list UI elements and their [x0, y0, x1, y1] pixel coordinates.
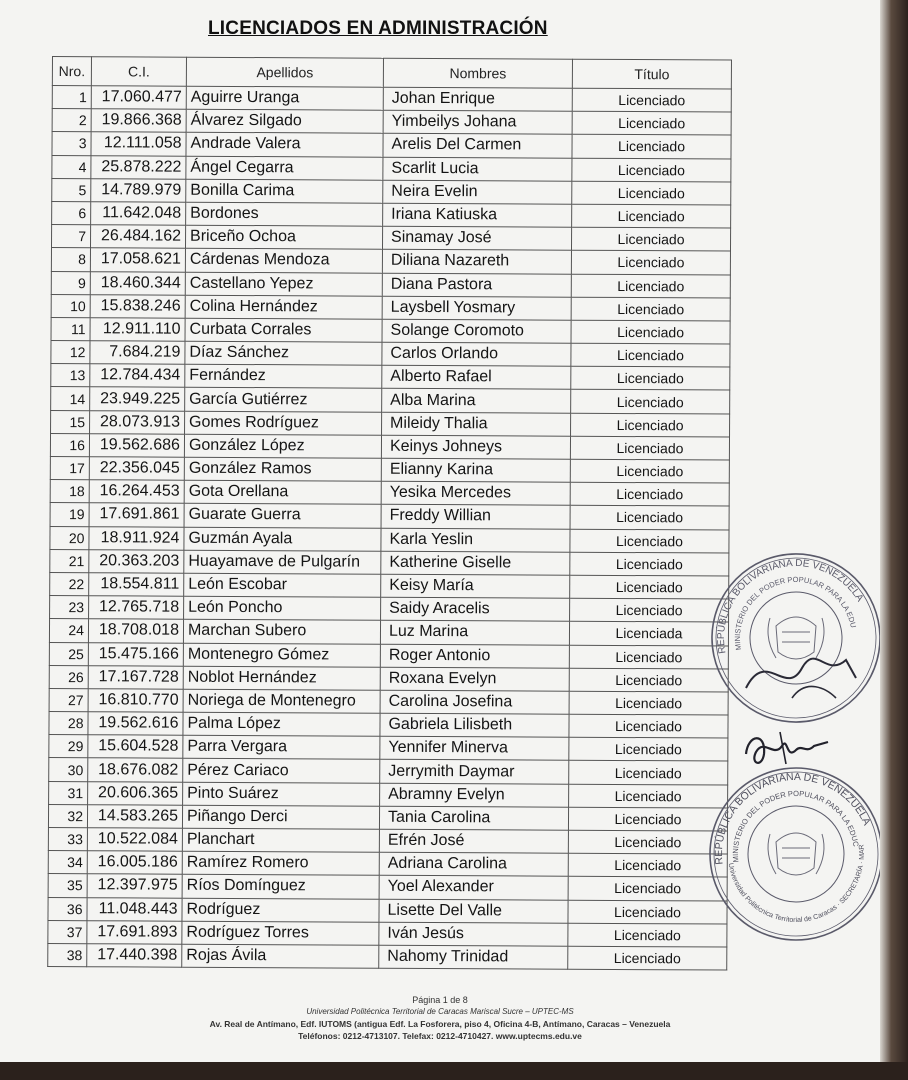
cell-ci: 19.866.368 — [91, 109, 186, 133]
cell-titulo: Licenciado — [568, 946, 727, 970]
table-row — [48, 943, 727, 970]
cell-apellidos: Curbata Corrales — [185, 318, 382, 342]
table-row — [51, 364, 730, 391]
cell-titulo: Licenciado — [568, 853, 727, 877]
cell-nro: 31 — [49, 781, 88, 804]
cell-nombres: Roger Antonio — [380, 644, 569, 668]
table-row — [51, 294, 730, 321]
cell-apellidos: León Poncho — [184, 596, 381, 620]
official-seal-upper — [706, 548, 886, 728]
cell-titulo: Licenciado — [568, 900, 727, 924]
cell-ci: 12.765.718 — [89, 596, 184, 620]
footer-contact: Teléfonos: 0212-4713107. Telefax: 0212-4710427. www.uptecms.edu.ve — [298, 1031, 582, 1041]
cell-nombres: Yoel Alexander — [379, 876, 568, 900]
table-row — [52, 132, 731, 159]
header-nombres: Nombres — [383, 58, 572, 88]
cell-apellidos: Rodríguez Torres — [182, 921, 379, 945]
svg-text:MINISTERIO DEL PODER POPULAR P: MINISTERIO DEL PODER POPULAR PARA LA EDUCACIÓN — [730, 788, 861, 863]
cell-ci: 15.475.166 — [88, 642, 183, 666]
cell-ci: 14.583.265 — [87, 805, 182, 829]
cell-nro: 17 — [50, 456, 89, 479]
cell-ci: 28.073.913 — [90, 410, 185, 434]
cell-apellidos: Díaz Sánchez — [185, 341, 382, 365]
cell-nombres: Solange Coromoto — [382, 319, 571, 343]
cell-titulo: Licenciado — [569, 737, 728, 761]
cell-apellidos: Noriega de Montenegro — [183, 689, 380, 713]
cell-nro: 13 — [51, 364, 90, 387]
cell-nombres: Lisette Del Valle — [379, 899, 568, 923]
cell-apellidos: Palma López — [183, 712, 380, 736]
cell-ci: 12.397.975 — [87, 874, 182, 898]
cell-titulo: Licenciado — [572, 204, 731, 228]
cell-ci: 15.838.246 — [90, 294, 185, 318]
background-edge-bottom — [0, 1062, 908, 1080]
cell-ci: 22.356.045 — [89, 457, 184, 481]
cell-titulo: Licenciado — [569, 691, 728, 715]
cell-ci: 16.810.770 — [88, 689, 183, 713]
cell-nro: 15 — [51, 410, 90, 433]
header-nro: Nro. — [52, 57, 91, 86]
cell-nombres: Karla Yeslin — [381, 528, 570, 552]
cell-apellidos: Marchan Subero — [183, 620, 380, 644]
cell-titulo: Licenciado — [572, 181, 731, 205]
cell-nro: 38 — [48, 943, 87, 966]
cell-nro: 11 — [51, 317, 90, 340]
svg-text:Universidad Politécnica Territ: Universidad Politécnica Territorial de Caracas · SECRETARÍA · MARISCAL — [726, 844, 867, 925]
footer-address: Av. Real de Antímano, Edf. IUTOMS (antigua Edf. La Fosforera, piso 4, Oficina 4-B, Antímano, Caracas – Venezuela — [209, 1019, 671, 1029]
table-row — [52, 109, 731, 136]
cell-nro: 9 — [51, 271, 90, 294]
cell-ci: 7.684.219 — [90, 341, 185, 365]
cell-nro: 5 — [52, 178, 91, 201]
cell-nombres: Arelis Del Carmen — [383, 134, 572, 158]
cell-nombres: Gabriela Lilisbeth — [380, 713, 569, 737]
cell-nombres: Katherine Giselle — [381, 551, 570, 575]
cell-ci: 17.691.861 — [89, 503, 184, 527]
cell-ci: 18.708.018 — [88, 619, 183, 643]
cell-titulo: Licenciado — [568, 807, 727, 831]
cell-ci: 10.522.084 — [87, 828, 182, 852]
cell-apellidos: Andrade Valera — [186, 133, 383, 157]
page-footer — [180, 994, 700, 1042]
cell-ci: 17.691.893 — [87, 920, 182, 944]
background-edge — [880, 0, 908, 1080]
cell-ci: 17.058.621 — [90, 248, 185, 272]
cell-apellidos: Rodríguez — [182, 898, 379, 922]
cell-nombres: Alberto Rafael — [382, 365, 571, 389]
cell-nombres: Freddy Willian — [381, 505, 570, 529]
graduates-table — [47, 56, 732, 971]
cell-apellidos: Bordones — [186, 202, 383, 226]
svg-text:MINISTERIO DEL PODER POPULAR P: MINISTERIO DEL PODER POPULAR PARA LA EDUCACIÓN — [732, 574, 859, 651]
cell-apellidos: Piñango Derci — [182, 805, 379, 829]
cell-titulo: Licenciado — [572, 88, 731, 112]
cell-titulo: Licenciado — [570, 506, 729, 530]
cell-nombres: Diana Pastora — [382, 273, 571, 297]
cell-ci: 26.484.162 — [90, 225, 185, 249]
cell-nombres: Saidy Aracelis — [381, 597, 570, 621]
cell-ci: 12.111.058 — [91, 132, 186, 156]
cell-nro: 12 — [51, 341, 90, 364]
cell-titulo: Licenciado — [572, 111, 731, 135]
cell-apellidos: García Gutiérrez — [185, 388, 382, 412]
cell-titulo: Licenciado — [571, 274, 730, 298]
cell-nro: 4 — [52, 155, 91, 178]
cell-apellidos: Ramírez Romero — [182, 851, 379, 875]
cell-nro: 7 — [51, 225, 90, 248]
cell-apellidos: Cárdenas Mendoza — [185, 249, 382, 273]
cell-titulo: Licenciado — [570, 482, 729, 506]
cell-ci: 19.562.616 — [88, 712, 183, 736]
cell-nro: 25 — [49, 642, 88, 665]
cell-apellidos: León Escobar — [184, 573, 381, 597]
cell-apellidos: Ríos Domínguez — [182, 875, 379, 899]
cell-nro: 24 — [49, 619, 88, 642]
table-row — [52, 155, 731, 182]
table-row — [51, 271, 730, 298]
cell-ci: 11.642.048 — [91, 202, 186, 226]
cell-apellidos: Ángel Cegarra — [186, 156, 383, 180]
cell-nro: 34 — [48, 851, 87, 874]
table-row — [51, 248, 730, 275]
cell-nombres: Adriana Carolina — [379, 852, 568, 876]
cell-nro: 26 — [49, 665, 88, 688]
cell-titulo: Licenciado — [572, 158, 731, 182]
cell-nro: 28 — [49, 712, 88, 735]
cell-nombres: Carolina Josefina — [380, 690, 569, 714]
table-row — [52, 178, 731, 205]
cell-titulo: Licenciado — [570, 436, 729, 460]
cell-titulo: Licenciado — [569, 761, 728, 785]
cell-titulo: Licenciada — [569, 622, 728, 646]
cell-apellidos: Gota Orellana — [184, 480, 381, 504]
cell-titulo: Licenciado — [571, 251, 730, 275]
cell-apellidos: Parra Vergara — [183, 735, 380, 759]
cell-ci: 17.440.398 — [87, 944, 182, 968]
cell-nro: 16 — [50, 433, 89, 456]
cell-apellidos: Guarate Guerra — [184, 504, 381, 528]
header-ci: C.I. — [91, 57, 186, 86]
cell-nro: 30 — [49, 758, 88, 781]
cell-ci: 15.604.528 — [88, 735, 183, 759]
cell-titulo: Licenciado — [571, 227, 730, 251]
cell-apellidos: Noblot Hernández — [183, 666, 380, 690]
cell-nombres: Keisy María — [381, 574, 570, 598]
cell-titulo: Licenciado — [569, 668, 728, 692]
cell-apellidos: Fernández — [185, 364, 382, 388]
cell-nro: 22 — [50, 572, 89, 595]
cell-apellidos: Planchart — [182, 828, 379, 852]
cell-ci: 18.676.082 — [88, 758, 183, 782]
official-seal-lower — [704, 762, 888, 946]
cell-nro: 36 — [48, 897, 87, 920]
table-row — [52, 86, 731, 113]
cell-nro: 10 — [51, 294, 90, 317]
cell-nombres: Carlos Orlando — [382, 342, 571, 366]
cell-apellidos: Pinto Suárez — [183, 782, 380, 806]
cell-apellidos: Rojas Ávila — [182, 944, 379, 968]
cell-ci: 12.911.110 — [90, 318, 185, 342]
cell-nro: 20 — [50, 526, 89, 549]
cell-titulo: Licenciado — [569, 784, 728, 808]
cell-titulo: Licenciado — [571, 343, 730, 367]
cell-apellidos: Aguirre Uranga — [186, 86, 383, 110]
cell-nro: 3 — [52, 132, 91, 155]
cell-ci: 16.005.186 — [87, 851, 182, 875]
header-apellidos: Apellidos — [186, 57, 383, 87]
cell-ci: 12.784.434 — [90, 364, 185, 388]
table-row — [52, 201, 731, 228]
cell-apellidos: Guzmán Ayala — [184, 527, 381, 551]
cell-nombres: Iriana Katiuska — [383, 203, 572, 227]
cell-nombres: Iván Jesús — [379, 922, 568, 946]
cell-ci: 19.562.686 — [89, 434, 184, 458]
cell-nro: 6 — [52, 201, 91, 224]
cell-titulo: Licenciado — [568, 830, 727, 854]
cell-nombres: Sinamay José — [382, 226, 571, 250]
cell-ci: 18.911.924 — [89, 526, 184, 550]
cell-ci: 17.167.728 — [88, 665, 183, 689]
cell-titulo: Licenciado — [572, 135, 731, 159]
cell-nro: 14 — [51, 387, 90, 410]
cell-titulo: Licenciado — [570, 598, 729, 622]
cell-apellidos: Huayamave de Pulgarín — [184, 550, 381, 574]
cell-nro: 21 — [50, 549, 89, 572]
table-row — [51, 341, 730, 368]
cell-nro: 8 — [51, 248, 90, 271]
cell-ci: 14.789.979 — [91, 178, 186, 202]
header-titulo: Título — [572, 59, 731, 89]
cell-ci: 23.949.225 — [90, 387, 185, 411]
cell-nombres: Efrén José — [379, 829, 568, 853]
cell-nro: 1 — [52, 86, 91, 109]
cell-apellidos: Álvarez Silgado — [186, 109, 383, 133]
cell-titulo: Licenciado — [571, 320, 730, 344]
cell-nombres: Neira Evelin — [383, 180, 572, 204]
cell-apellidos: González López — [184, 434, 381, 458]
cell-ci: 18.460.344 — [90, 271, 185, 295]
cell-apellidos: Colina Hernández — [185, 295, 382, 319]
cell-nro: 19 — [50, 503, 89, 526]
cell-titulo: Licenciado — [569, 714, 728, 738]
cell-nro: 29 — [49, 735, 88, 758]
cell-nombres: Tania Carolina — [379, 806, 568, 830]
cell-nro: 2 — [52, 109, 91, 132]
cell-nro: 33 — [48, 827, 87, 850]
cell-nombres: Jerrymith Daymar — [380, 760, 569, 784]
cell-ci: 18.554.811 — [89, 573, 184, 597]
cell-titulo: Licenciado — [570, 529, 729, 553]
cell-nombres: Diliana Nazareth — [382, 250, 571, 274]
cell-titulo: Licenciado — [568, 877, 727, 901]
cell-titulo: Licenciado — [570, 459, 729, 483]
cell-nombres: Elianny Karina — [381, 458, 570, 482]
cell-titulo: Licenciado — [571, 413, 730, 437]
cell-nro: 37 — [48, 920, 87, 943]
cell-ci: 17.060.477 — [91, 86, 186, 110]
cell-titulo: Licenciado — [571, 297, 730, 321]
cell-apellidos: González Ramos — [184, 457, 381, 481]
footer-institution: Universidad Politécnica Territorial de Caracas Mariscal Sucre – UPTEC-MS — [306, 1007, 574, 1016]
cell-ci: 11.048.443 — [87, 897, 182, 921]
cell-nombres: Mileidy Thalia — [382, 412, 571, 436]
svg-text:REPÚBLICA BOLIVARIANA DE VENEZ: REPÚBLICA BOLIVARIANA DE VENEZUELA — [715, 557, 866, 655]
cell-ci: 20.363.203 — [89, 549, 184, 573]
cell-titulo: Licenciado — [568, 923, 727, 947]
cell-nro: 35 — [48, 874, 87, 897]
table-row — [51, 225, 730, 252]
cell-titulo: Licenciado — [570, 552, 729, 576]
cell-nombres: Nahomy Trinidad — [379, 945, 568, 969]
cell-nombres: Laysbell Yosmary — [382, 296, 571, 320]
svg-text:REPÚBLICA BOLIVARIANA DE VENEZ: REPÚBLICA BOLIVARIANA DE VENEZUELA — [712, 770, 873, 866]
cell-nombres: Yimbeilys Johana — [383, 110, 572, 134]
cell-nro: 18 — [50, 480, 89, 503]
cell-titulo: Licenciado — [569, 645, 728, 669]
cell-nombres: Yesika Mercedes — [381, 481, 570, 505]
cell-nro: 27 — [49, 688, 88, 711]
cell-ci: 20.606.365 — [88, 781, 183, 805]
cell-nombres: Abramny Evelyn — [380, 783, 569, 807]
cell-ci: 16.264.453 — [89, 480, 184, 504]
cell-nombres: Keinys Johneys — [381, 435, 570, 459]
cell-nombres: Roxana Evelyn — [380, 667, 569, 691]
cell-titulo: Licenciado — [570, 575, 729, 599]
cell-ci: 25.878.222 — [91, 155, 186, 179]
cell-nro: 32 — [48, 804, 87, 827]
table-row — [51, 317, 730, 344]
cell-nombres: Yennifer Minerva — [380, 736, 569, 760]
page-number: Página 1 de 8 — [412, 995, 468, 1005]
cell-nombres: Johan Enrique — [383, 87, 572, 111]
cell-titulo: Licenciado — [571, 366, 730, 390]
cell-titulo: Licenciado — [571, 390, 730, 414]
cell-nro: 23 — [50, 596, 89, 619]
cell-apellidos: Bonilla Carima — [186, 179, 383, 203]
table-body — [48, 86, 732, 971]
cell-nombres: Luz Marina — [380, 621, 569, 645]
document-title: LICENCIADOS EN ADMINISTRACIÓN — [208, 18, 548, 39]
cell-apellidos: Montenegro Gómez — [183, 643, 380, 667]
cell-apellidos: Castellano Yepez — [185, 272, 382, 296]
cell-apellidos: Pérez Cariaco — [183, 759, 380, 783]
cell-nombres: Scarlit Lucia — [383, 157, 572, 181]
table-header-row — [52, 57, 731, 90]
cell-nombres: Alba Marina — [382, 389, 571, 413]
cell-apellidos: Gomes Rodríguez — [185, 411, 382, 435]
cell-apellidos: Briceño Ochoa — [185, 225, 382, 249]
